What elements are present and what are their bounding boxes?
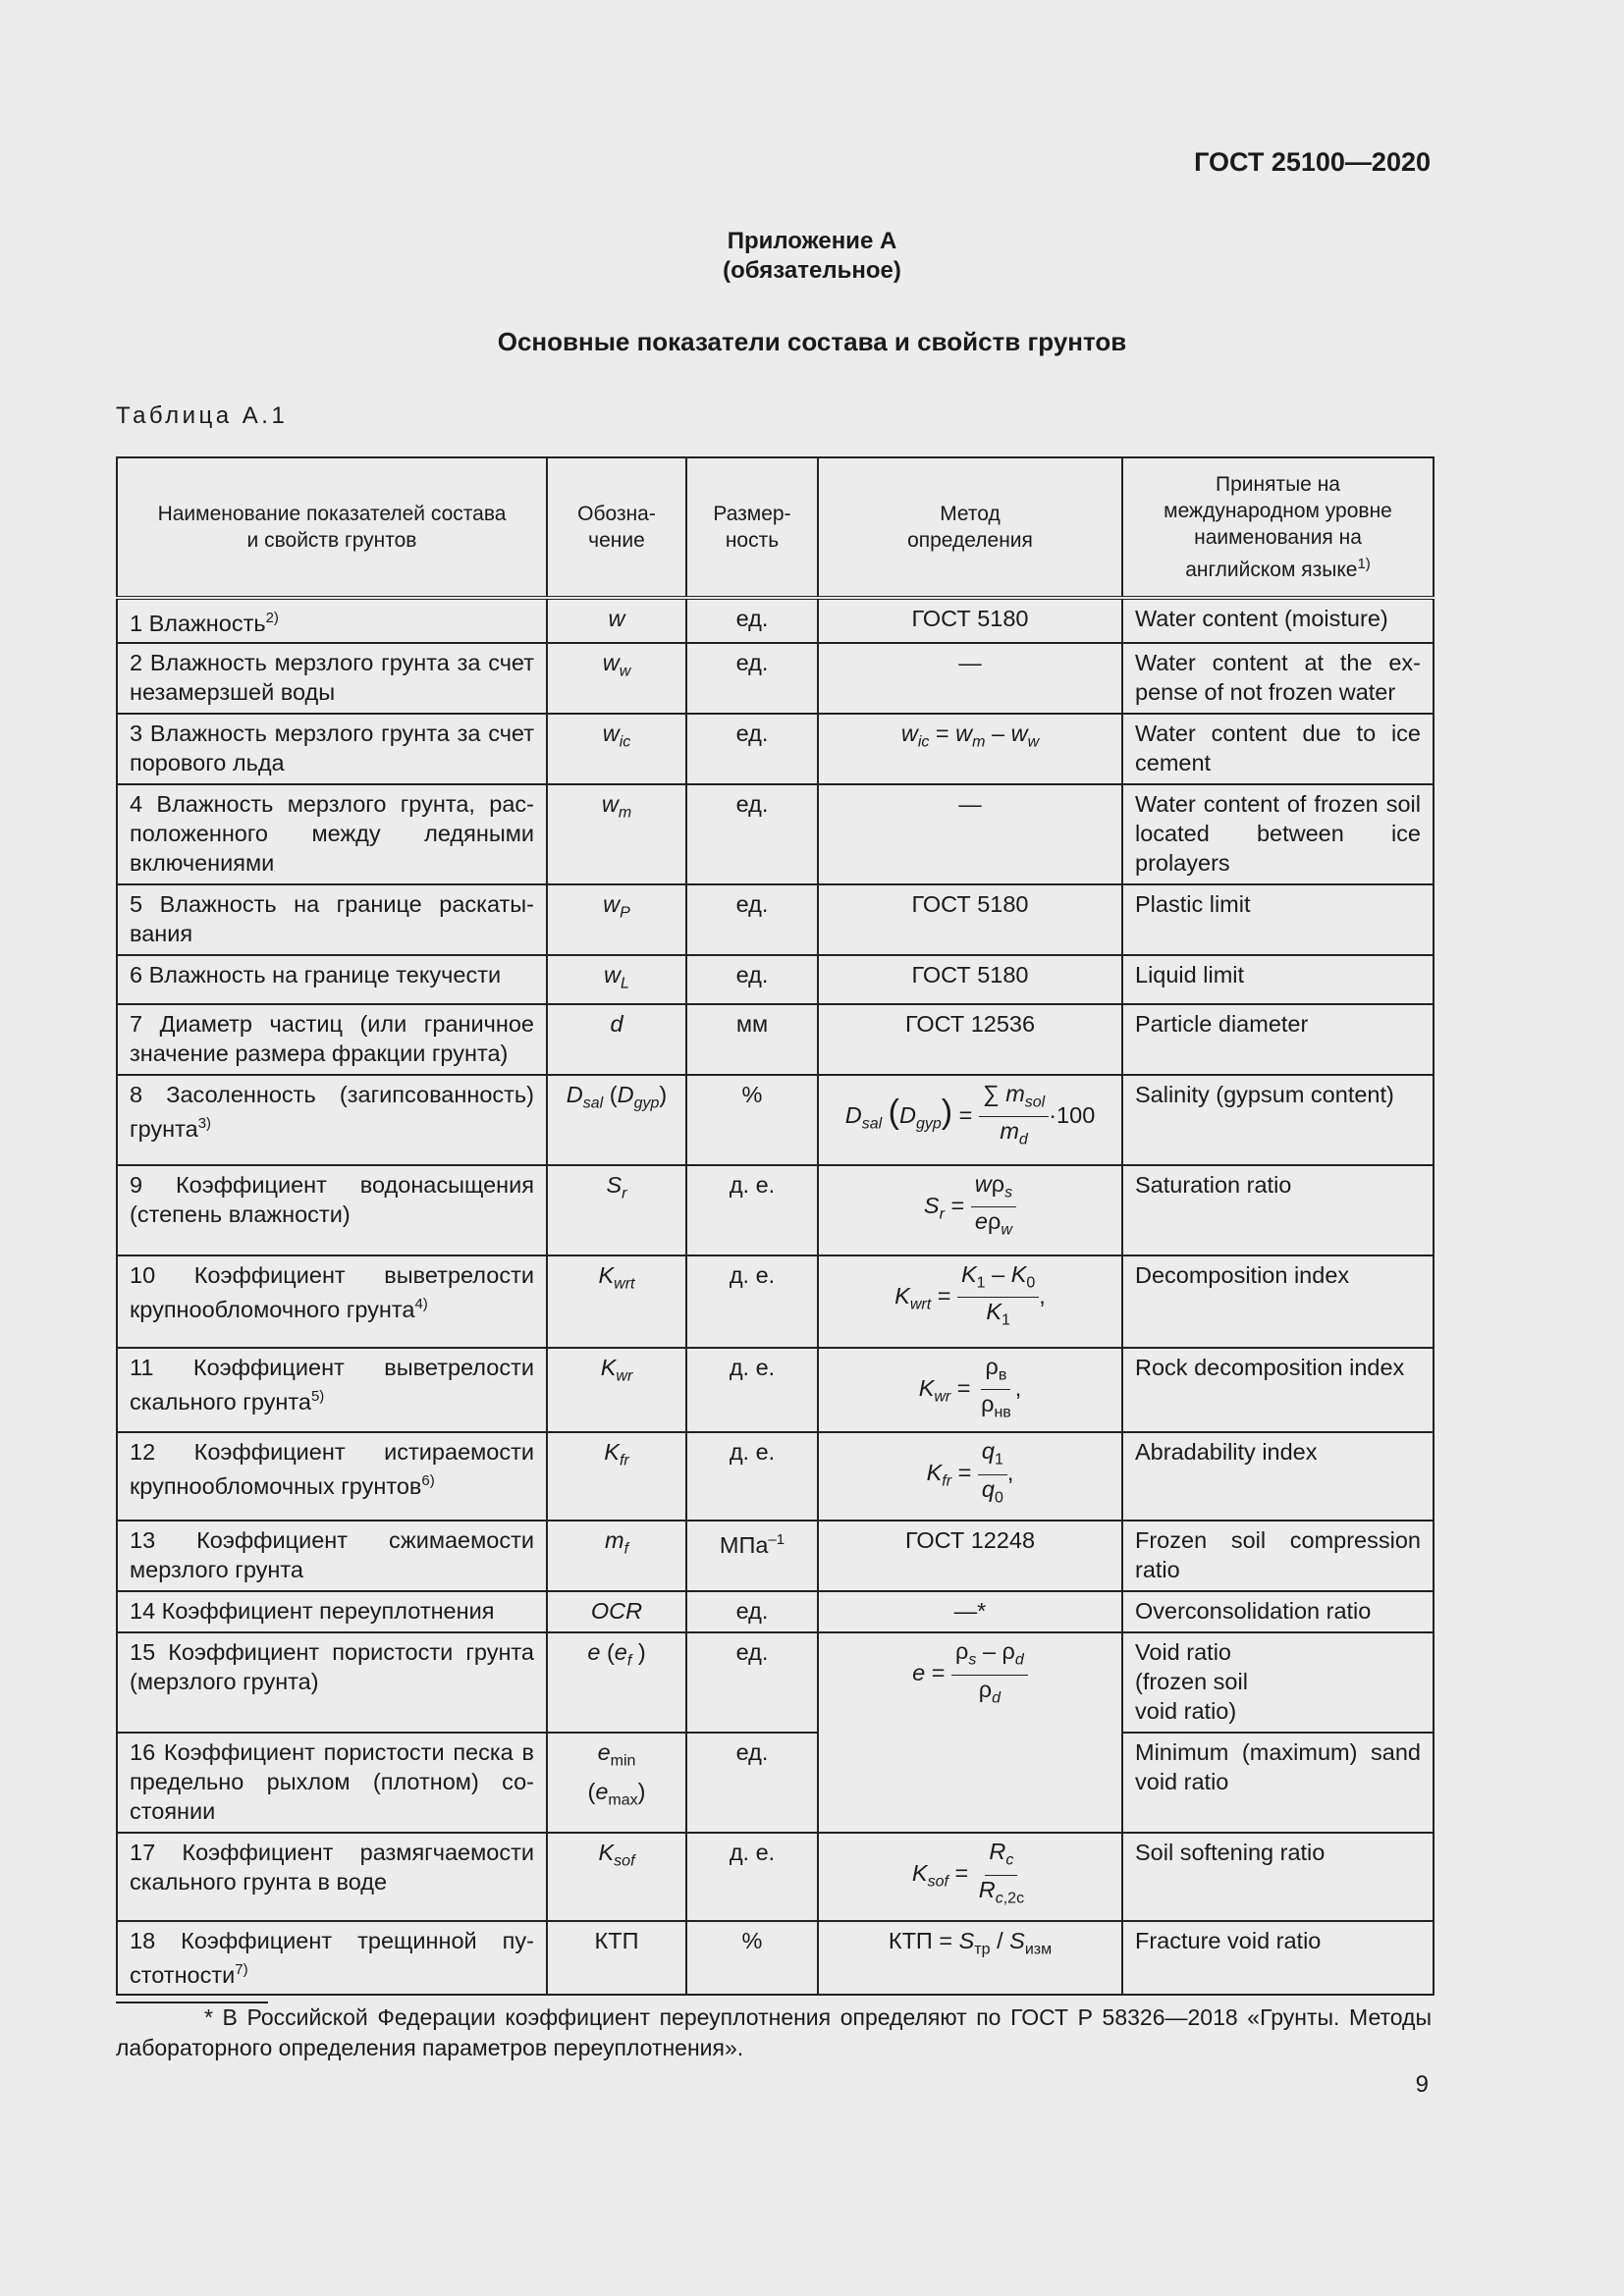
row-method: ГОСТ 5180 <box>818 884 1122 955</box>
row-unit: ед. <box>686 643 818 714</box>
row-symbol: $S_r$ <box>547 1165 686 1255</box>
row-english: Saturation ratio <box>1122 1165 1434 1255</box>
row-symbol: $w_L$ <box>547 955 686 1004</box>
row-symbol: e ($e_f$ ) <box>547 1632 686 1733</box>
row-unit: мм <box>686 1004 818 1075</box>
row-english: Minimum (maximum) sand void ratio <box>1122 1733 1434 1833</box>
row-method: ГОСТ 12536 <box>818 1004 1122 1075</box>
row-english: Overconsolidation ratio <box>1122 1591 1434 1632</box>
row-unit: % <box>686 1921 818 1995</box>
row-name: 1 Влажность$^{2)}$ <box>117 598 547 643</box>
row-unit: ед. <box>686 884 818 955</box>
formula-softening: $K_{sof}$ = $\frac{R_c}{R_{c,2c}}$ <box>911 1838 1025 1907</box>
row-english: Soil softening ratio <box>1122 1833 1434 1921</box>
row-unit: % <box>686 1075 818 1165</box>
table-row <box>117 1348 1434 1432</box>
row-method <box>818 1833 1122 1921</box>
row-method <box>818 1165 1122 1255</box>
row-method: — <box>818 643 1122 714</box>
row-symbol: $w_m$ <box>547 784 686 884</box>
row-name: 14 Коэффициент переуплотнения <box>117 1591 547 1632</box>
row-name: 7 Диаметр частиц (или граничное значение размера фракции грунта) <box>117 1004 547 1075</box>
row-unit: д. е. <box>686 1348 818 1432</box>
row-name: 5 Влажность на границе раскатывания <box>117 884 547 955</box>
row-symbol: КТП <box>547 1921 686 1995</box>
row-unit: ед. <box>686 1733 818 1833</box>
row-name: 10 Коэффициент выветрелости крупнообломочного грунта$^{4)}$ <box>117 1255 547 1348</box>
row-english: Void ratio (frozen soil void ratio) <box>1122 1632 1434 1733</box>
formula-abradability: $K_{fr}$ = $\frac{q_1}{q_0}$ , <box>926 1437 1014 1507</box>
row-english: Water content at the expense of not frozen water <box>1122 643 1434 714</box>
formula-void-ratio: e = $\frac{\rho_s - \rho_d}{\rho_d}$ <box>912 1660 1028 1685</box>
row-method <box>818 1921 1122 1995</box>
table-row <box>117 1921 1434 1995</box>
row-symbol: w <box>547 598 686 643</box>
row-english: Frozen soil compression ratio <box>1122 1521 1434 1591</box>
row-english: Particle diameter <box>1122 1004 1434 1075</box>
table-row <box>117 1521 1434 1591</box>
table-row <box>117 1432 1434 1521</box>
row-name: 15 Коэффициент пористости грунта (мерзлого грунта) <box>117 1632 547 1733</box>
table-row <box>117 1733 1434 1833</box>
row-name: 8 Засоленность (загипсованность) грунта$^{3)}$ <box>117 1075 547 1165</box>
row-name: 13 Коэффициент сжимаемости мерзлого грунта <box>117 1521 547 1591</box>
row-method: —* <box>818 1591 1122 1632</box>
row-english: Rock decomposition index <box>1122 1348 1434 1432</box>
row-method <box>818 714 1122 784</box>
row-english: Abradability index <box>1122 1432 1434 1521</box>
row-unit: ед. <box>686 714 818 784</box>
col-header-name: Наименование показателей состава и свойств грунтов <box>117 457 547 598</box>
table-row <box>117 1833 1434 1921</box>
row-symbol: $w_{ic}$ <box>547 714 686 784</box>
table-row <box>117 884 1434 955</box>
row-unit: д. е. <box>686 1833 818 1921</box>
row-unit: ед. <box>686 1591 818 1632</box>
row-name: 16 Коэффициент пористости песка в предельно рыхлом (плотном) состоянии <box>117 1733 547 1833</box>
indicators-table <box>116 456 1435 1996</box>
row-unit: д. е. <box>686 1165 818 1255</box>
row-name: 3 Влажность мерзлого грунта за счет порового льда <box>117 714 547 784</box>
table-row <box>117 643 1434 714</box>
row-english: Fracture void ratio <box>1122 1921 1434 1995</box>
row-unit: ед. <box>686 784 818 884</box>
table-row <box>117 1591 1434 1632</box>
appendix-heading: Основные показатели состава и свойств грунтов <box>497 327 1127 356</box>
row-method <box>818 1255 1122 1348</box>
row-symbol: $w_w$ <box>547 643 686 714</box>
col-header-method: Метод определения <box>818 457 1122 598</box>
row-method <box>818 1432 1122 1521</box>
table-caption: Таблица А.1 <box>116 402 289 429</box>
row-symbol: $K_{wrt}$ <box>547 1255 686 1348</box>
row-unit: ед. <box>686 955 818 1004</box>
row-symbol: OCR <box>547 1591 686 1632</box>
row-unit: МПа$^{-1}$ <box>686 1521 818 1591</box>
table-row <box>117 784 1434 884</box>
table-row <box>117 955 1434 1004</box>
row-unit: д. е. <box>686 1255 818 1348</box>
formula-saturation: $S_r$ = $\frac{w\rho_s}{e\rho_w}$ <box>924 1193 1016 1218</box>
formula-fracture: КТП = $S_{тр} / S_{изм}$ <box>888 1927 1053 1958</box>
table-row <box>117 1075 1434 1165</box>
row-symbol: $D_{sal}$ $(D_{gyp})$ <box>547 1075 686 1165</box>
row-method <box>818 1075 1122 1165</box>
col-header-english: Принятые на международном уровне наименования на английском языке$^{1)}$ <box>1122 457 1434 598</box>
row-name: 11 Коэффициент выветрелости скального грунта$^{5)}$ <box>117 1348 547 1432</box>
page-number: 9 <box>1415 2071 1429 2098</box>
row-symbol: $m_f$ <box>547 1521 686 1591</box>
row-symbol: $K_{sof}$ <box>547 1833 686 1921</box>
col-header-unit: Размер- ность <box>686 457 818 598</box>
row-unit: ед. <box>686 1632 818 1733</box>
row-english: Water content of frozen soil located between ice prolayers <box>1122 784 1434 884</box>
row-name: 12 Коэффициент истираемости крупнообломочных грунтов$^{6)}$ <box>117 1432 547 1521</box>
row-method <box>818 1632 1122 1833</box>
table-row <box>117 714 1434 784</box>
table-row <box>117 598 1434 643</box>
row-method <box>818 1348 1122 1432</box>
appendix-subtitle: (обязательное) <box>723 257 901 284</box>
row-symbol: $K_{wr}$ <box>547 1348 686 1432</box>
row-symbol: $e_{min}$ $(e_{max})$ <box>547 1733 686 1833</box>
formula-decomposition: $K_{wrt}$ = $\frac{K_1 - K_0}{K_1}$ , <box>894 1260 1046 1329</box>
row-unit: ед. <box>686 598 818 643</box>
row-name: 2 Влажность мерзлого грунта за счет незамерзшей воды <box>117 643 547 714</box>
table-row <box>117 1165 1434 1255</box>
row-name: 18 Коэффициент трещинной пустотности$^{7)}$ <box>117 1921 547 1995</box>
table-row <box>117 1255 1434 1348</box>
table-header-row <box>117 457 1434 598</box>
row-name: 9 Коэффициент водонасыщения (степень влажности) <box>117 1165 547 1255</box>
row-name: 4 Влажность мерзлого грунта, расположенного между ледяными включениями <box>117 784 547 884</box>
row-english: Water content (moisture) <box>1122 598 1434 643</box>
footnote: * В Российской Федерации коэффициент переуплотнения определяют по ГОСТ Р 58326—2018 «Грунты. Методы лабораторного определения параметров переуплотнения». <box>116 2004 1432 2060</box>
row-method: ГОСТ 5180 <box>818 598 1122 643</box>
row-unit: д. е. <box>686 1432 818 1521</box>
table-row <box>117 1632 1434 1733</box>
row-english: Liquid limit <box>1122 955 1434 1004</box>
formula-salinity: $D_{sal}$ $(D_{gyp})$ = $\frac{\sum m_{sol}}{m_d}$ ·100 <box>844 1080 1096 1148</box>
appendix-title: Приложение А <box>727 228 897 254</box>
row-symbol: $w_P$ <box>547 884 686 955</box>
row-name: 17 Коэффициент размягчаемости скального грунта в воде <box>117 1833 547 1921</box>
row-english: Water content due to ice cement <box>1122 714 1434 784</box>
table-row <box>117 1004 1434 1075</box>
col-header-symbol: Обозна- чение <box>547 457 686 598</box>
row-method: ГОСТ 12248 <box>818 1521 1122 1591</box>
row-symbol: $K_{fr}$ <box>547 1432 686 1521</box>
row-english: Decomposition index <box>1122 1255 1434 1348</box>
row-english: Salinity (gypsum content) <box>1122 1075 1434 1165</box>
row-name: 6 Влажность на границе текучести <box>117 955 547 1004</box>
row-symbol: d <box>547 1004 686 1075</box>
standard-number: ГОСТ 25100—2020 <box>1194 147 1431 177</box>
formula-rock-decomposition: $K_{wr}$ = $\frac{\rho_в}{\rho_{нв}}$ , <box>918 1353 1022 1421</box>
row-english: Plastic limit <box>1122 884 1434 955</box>
row-method: ГОСТ 5180 <box>818 955 1122 1004</box>
formula-wic: $w_{ic} = w_m - w_w$ <box>900 720 1040 751</box>
row-method: — <box>818 784 1122 884</box>
